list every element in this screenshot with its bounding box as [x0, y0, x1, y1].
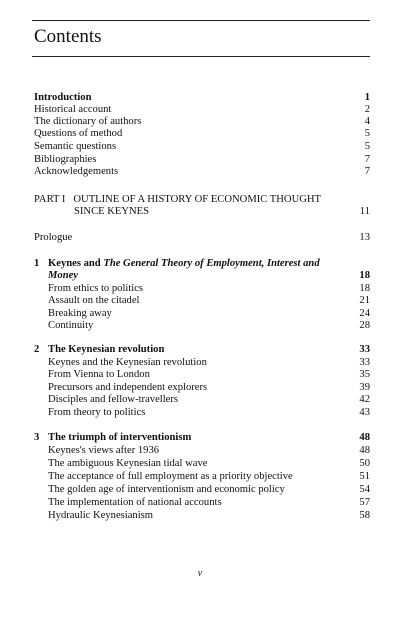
toc-entry-page: 50 — [359, 458, 370, 469]
toc-entry-page: 43 — [359, 407, 370, 418]
chapter-title-italic: Money — [48, 270, 79, 281]
toc-entry-label: Precursors and independent explorers — [48, 382, 208, 393]
toc-entry-page: 2 — [364, 104, 370, 115]
toc-entry-label: Questions of method — [34, 128, 123, 139]
toc-entry-page: 57 — [359, 497, 370, 508]
toc-entry-page: 7 — [364, 154, 370, 165]
chapter-title: The triumph of interventionism — [48, 432, 192, 443]
toc-entry-label: The dictionary of authors — [34, 116, 142, 127]
toc-entry-page: 5 — [364, 128, 370, 139]
chapter-number: 3 — [34, 432, 40, 443]
toc-entry-label: Acknowledgements — [34, 166, 119, 177]
toc-entry-page: 18 — [359, 283, 370, 294]
toc-entry-page: 4 — [364, 116, 370, 127]
toc-entry-label: From theory to politics — [48, 407, 146, 418]
toc-entry-label: From ethics to politics — [48, 283, 144, 294]
chapter-title: The Keynesian revolution — [48, 344, 165, 355]
toc-entry-label: Keynes's views after 1936 — [48, 445, 160, 456]
part-heading-line1: PART I OUTLINE OF A HISTORY OF ECONOMIC THOUGHT — [34, 194, 321, 205]
toc-entry-label: Assault on the citadel — [48, 295, 140, 306]
toc-entry-label: From Vienna to London — [48, 369, 150, 380]
toc-entry-label: The acceptance of full employment as a priority objective — [48, 471, 293, 482]
toc-entry-page: 28 — [359, 320, 370, 331]
toc-entry-label: Prologue — [34, 232, 73, 243]
toc-entry-page: 51 — [359, 471, 370, 482]
toc-entry-label: Hydraulic Keynesianism — [48, 510, 154, 521]
chapter-page: 18 — [359, 270, 370, 281]
toc-entry-page: 11 — [359, 206, 370, 217]
chapter-page: 48 — [359, 432, 370, 443]
chapter-number: 2 — [34, 344, 40, 355]
toc-entry-label: Historical account — [34, 104, 112, 115]
toc-entry-label: Breaking away — [48, 308, 112, 319]
toc-entry-page: 1 — [364, 92, 370, 103]
toc-entry-page: 58 — [359, 510, 370, 521]
toc-entry-label: Disciples and fellow-travellers — [48, 394, 179, 405]
toc-entry-page: 42 — [359, 394, 370, 405]
top-rule — [32, 20, 370, 21]
part-heading-line2: SINCE KEYNES — [74, 206, 150, 217]
toc-entry-label: The golden age of interventionism and economic policy — [48, 484, 285, 495]
toc-entry-label: Semantic questions — [34, 141, 117, 152]
chapter-number: 1 — [34, 258, 40, 269]
toc-entry-page: 35 — [359, 369, 370, 380]
toc-entry-page: 5 — [364, 141, 370, 152]
toc-entry-page: 39 — [359, 382, 370, 393]
chapter-page: 33 — [359, 344, 370, 355]
toc-entry-page: 7 — [364, 166, 370, 177]
title-rule — [32, 56, 370, 57]
toc-entry-page: 13 — [359, 232, 370, 243]
toc-entry-page: 21 — [359, 295, 370, 306]
toc-entry-page: 54 — [359, 484, 370, 495]
toc-entry-label: The ambiguous Keynesian tidal wave — [48, 458, 208, 469]
toc-entry-label: Keynes and the Keynesian revolution — [48, 357, 207, 368]
toc-entry-page: 33 — [359, 357, 370, 368]
chapter-title-italic: The General Theory of Employment, Interest and — [103, 258, 320, 269]
toc-entry-label: Continuity — [48, 320, 94, 331]
toc-entry-label: Bibliographies — [34, 154, 97, 165]
toc-entry-page: 48 — [359, 445, 370, 456]
toc-entry-label: Introduction — [34, 92, 92, 103]
toc-entry-label: The implementation of national accounts — [48, 497, 222, 508]
page-title: Contents — [34, 26, 102, 47]
page-number-footer: v — [197, 568, 203, 579]
chapter-title: Keynes and — [48, 258, 104, 269]
toc-entry-page: 24 — [359, 308, 370, 319]
